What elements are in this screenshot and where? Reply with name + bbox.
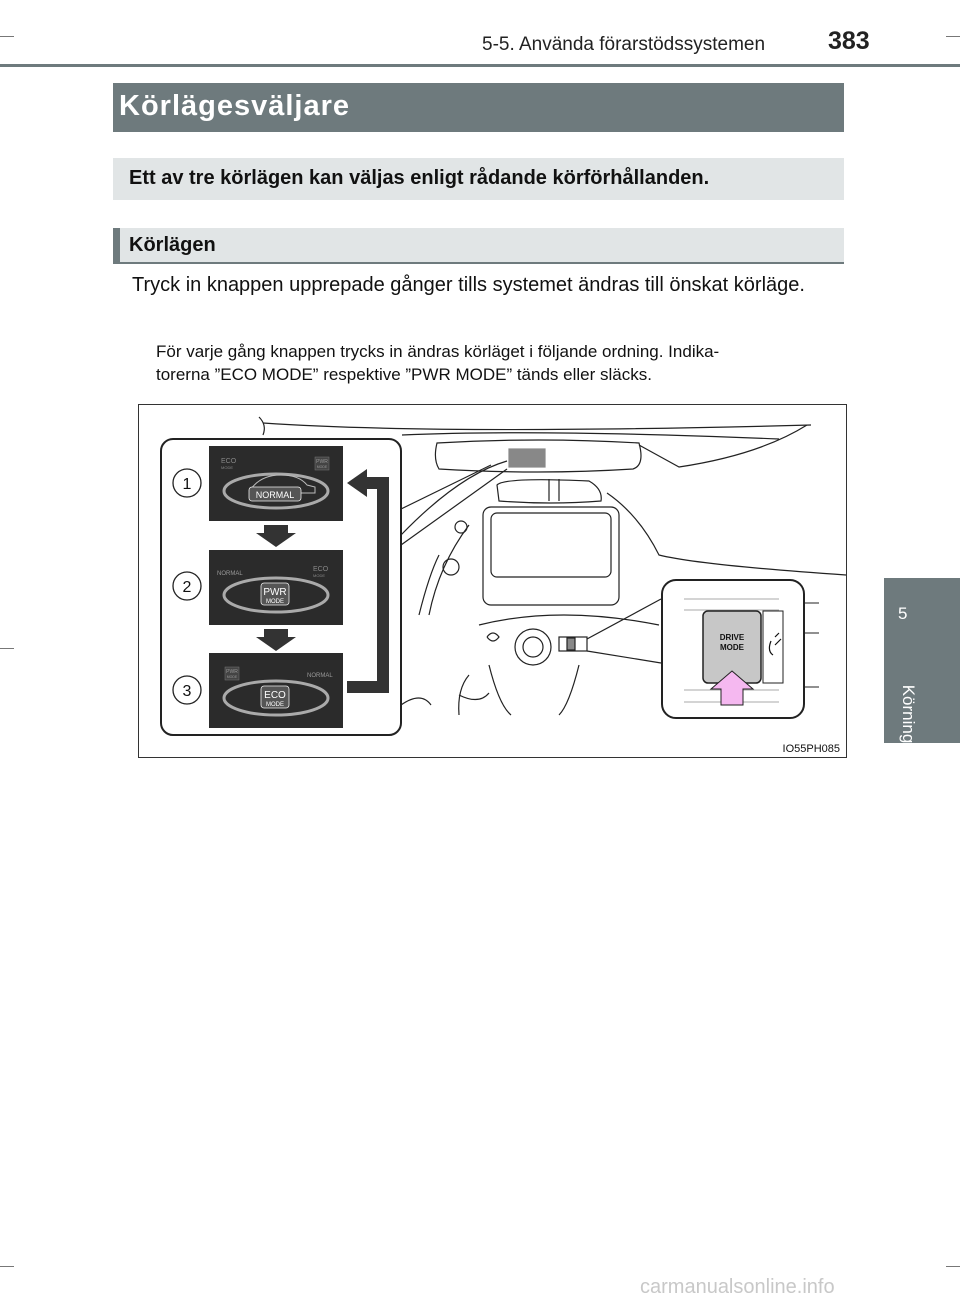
svg-text:MODE: MODE bbox=[313, 573, 325, 578]
svg-text:PWR: PWR bbox=[226, 669, 238, 675]
svg-text:MODE: MODE bbox=[226, 675, 238, 679]
svg-text:NORMAL: NORMAL bbox=[307, 673, 333, 679]
svg-text:ECO: ECO bbox=[221, 458, 237, 465]
crop-mark bbox=[0, 36, 14, 37]
chapter-label: Körning bbox=[899, 684, 918, 744]
figure-illustration bbox=[139, 405, 846, 757]
page-title: Körlägesväljare bbox=[119, 90, 351, 122]
chapter-number: 5 bbox=[898, 604, 908, 623]
crop-mark bbox=[0, 648, 14, 649]
figure-code: IO55PH085 bbox=[782, 743, 840, 755]
crop-mark bbox=[0, 1266, 14, 1267]
button-label-line2: MODE bbox=[720, 643, 744, 652]
drive-mode-figure bbox=[138, 404, 847, 758]
svg-text:MODE: MODE bbox=[266, 599, 284, 605]
svg-text:MODE: MODE bbox=[221, 465, 233, 470]
svg-text:ECO: ECO bbox=[264, 690, 286, 701]
svg-text:NORMAL: NORMAL bbox=[217, 571, 243, 577]
button-label-line1: DRIVE bbox=[719, 633, 745, 642]
subsection-heading: Körlägen bbox=[129, 234, 216, 256]
section-reference: 5-5. Använda förarstödssystemen bbox=[482, 34, 766, 55]
page-number: 383 bbox=[828, 27, 870, 55]
indicator-panel-normal bbox=[209, 446, 343, 521]
note-line: För varje gång knappen trycks in ändras körläget i följande ordning. Indika- bbox=[156, 342, 720, 361]
subsection-heading-bar bbox=[113, 228, 844, 264]
indicator-panel-eco bbox=[209, 653, 343, 728]
svg-text:MODE: MODE bbox=[316, 465, 328, 469]
instruction-text: Tryck in knappen upprepade gånger tills systemet ändras till önskat körläge. bbox=[132, 274, 805, 296]
crop-mark bbox=[946, 36, 960, 37]
svg-text:MODE: MODE bbox=[266, 702, 284, 708]
drive-mode-button-callout bbox=[662, 580, 819, 718]
step-1-number: 1 bbox=[182, 476, 192, 493]
note-text bbox=[156, 340, 840, 386]
watermark: carmanualsonline.info bbox=[640, 1276, 835, 1298]
svg-text:NORMAL: NORMAL bbox=[255, 490, 295, 500]
indicator-panel-pwr bbox=[209, 550, 343, 625]
step-3-number: 3 bbox=[182, 683, 192, 700]
crop-mark bbox=[946, 1266, 960, 1267]
svg-text:PWR: PWR bbox=[316, 459, 328, 465]
header-rule bbox=[0, 64, 960, 67]
svg-text:PWR: PWR bbox=[263, 587, 287, 598]
note-line: torerna ”ECO MODE” respektive ”PWR MODE” tänds eller släcks. bbox=[156, 365, 652, 384]
step-2-number: 2 bbox=[182, 579, 192, 596]
svg-text:ECO: ECO bbox=[313, 566, 329, 573]
chapter-tab bbox=[884, 578, 960, 743]
intro-text: Ett av tre körlägen kan väljas enligt rådande körförhållanden. bbox=[129, 167, 710, 189]
subsection-accent bbox=[113, 228, 120, 262]
page-title-bar bbox=[113, 83, 844, 132]
intro-box bbox=[113, 158, 844, 200]
